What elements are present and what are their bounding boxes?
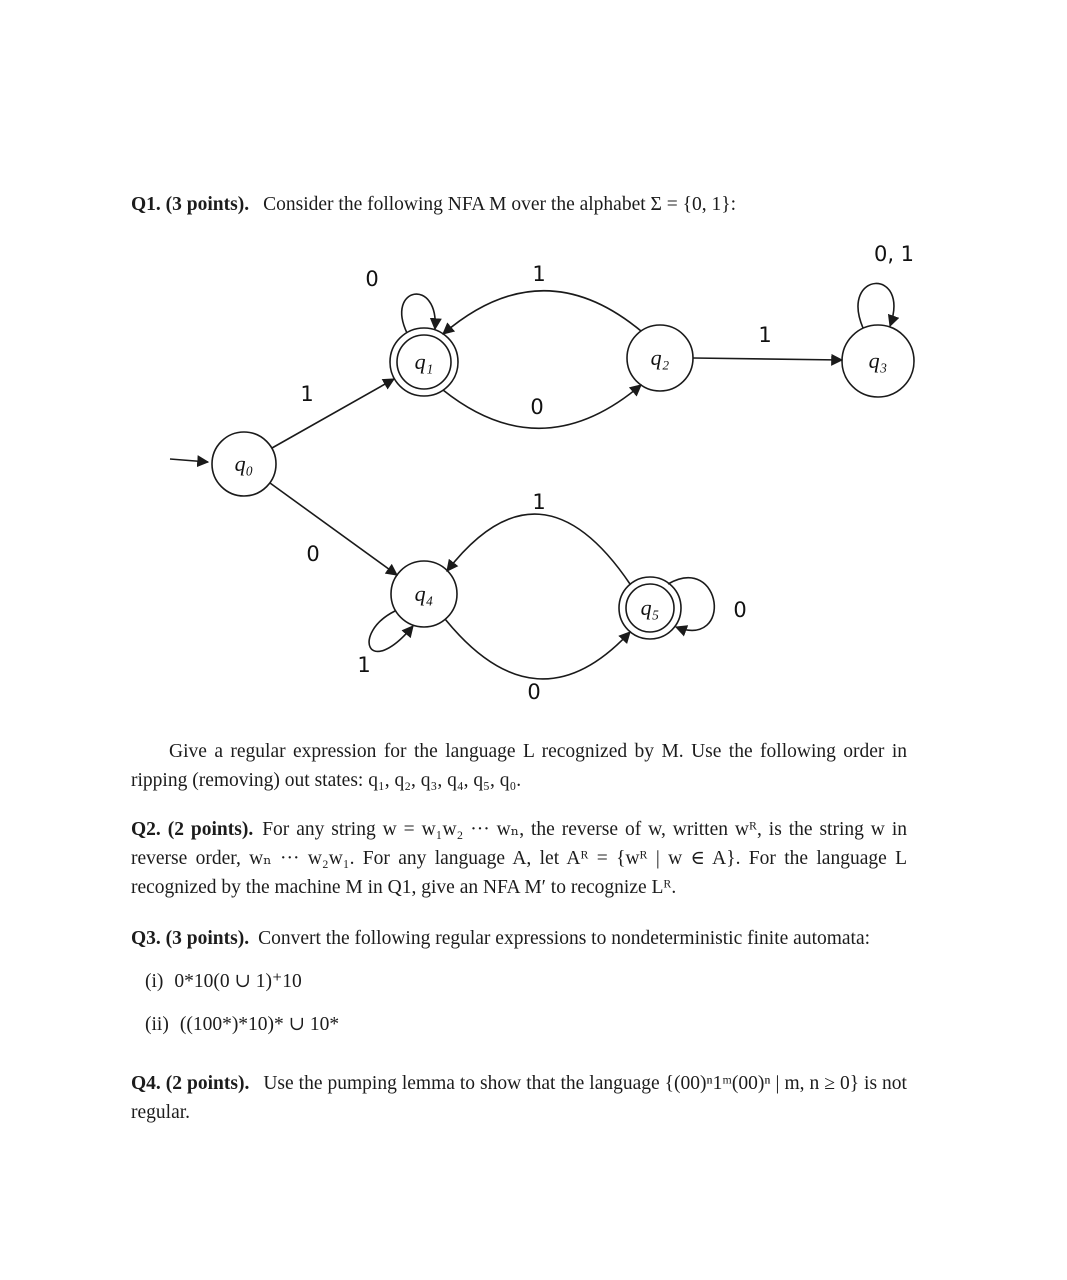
state-q2-label: q₂ [650, 345, 670, 370]
q2-paragraph [131, 815, 907, 902]
edge-q1-self-loop [402, 294, 436, 333]
nfa-svg [137, 229, 937, 717]
nfa-diagram [137, 229, 915, 723]
q3-item-i-expression: 0*10(0 ∪ 1)⁺10 [174, 971, 302, 992]
edge-q4-q5-bottom-label: 0 [527, 680, 541, 704]
edge-q0-q4 [270, 483, 397, 575]
edge-q1-q2-bottom-label: 0 [530, 395, 544, 419]
edge-q0-q1 [272, 379, 394, 448]
edge-q3-self-label: 0, 1 [873, 242, 915, 266]
start-arrow [170, 459, 208, 462]
q4-label: Q4. (2 points). [131, 1073, 250, 1094]
q1-instruction: Give a regular expression for the language L recognized by M. Use the following order in ripping (removing) out states: q₁, q₂, q₃, q₄, q₅, q₀. [131, 741, 907, 791]
edge-q1-self-label: 0 [365, 267, 379, 291]
q2-label: Q2. (2 points). [131, 819, 254, 840]
edge-labels [300, 242, 914, 704]
edge-q5-q4-top-label: 1 [532, 490, 546, 514]
edge-q4-q5-bottom [445, 619, 630, 679]
q1-heading [131, 190, 907, 219]
state-q5-label: q₅ [640, 595, 660, 620]
edge-q3-self-loop [858, 283, 894, 328]
q3-body: Convert the following regular expressions to nondeterministic finite automata: [258, 928, 871, 949]
q2-body: For any string w = w₁w₂ ··· wₙ, the reverse of w, written wᴿ, is the string w in reverse order, wₙ ··· w₂w₁. For any language A, let Aᴿ = {wᴿ | w ∈ A}. For the language L recognized by the machine M in Q1, give an NFA M′ to recognize Lᴿ. [131, 819, 907, 898]
q4-paragraph [131, 1069, 907, 1127]
q3-item-i-number: (i) [145, 971, 164, 992]
edge-q4-self-label: 1 [357, 653, 371, 677]
edge-q2-q3-label: 1 [758, 323, 772, 347]
edges [170, 283, 894, 678]
q3-item-i [145, 968, 907, 996]
state-circles [212, 325, 914, 639]
edge-q0-q4-label: 0 [306, 542, 320, 566]
edge-q2-q1-top-label: 1 [532, 262, 546, 286]
edge-q5-q4-top [447, 514, 630, 584]
q3-item-ii-expression: ((100*)*10)* ∪ 10* [179, 1014, 340, 1035]
q3-paragraph [131, 924, 907, 953]
state-q1-label: q₁ [414, 349, 434, 374]
q3-item-ii [145, 1011, 907, 1039]
q3-label: Q3. (3 points). [131, 928, 250, 949]
state-labels [235, 345, 888, 620]
q3-item-ii-number: (ii) [145, 1014, 169, 1035]
state-q4-label: q₄ [414, 581, 434, 606]
state-q3-label: q₃ [868, 348, 888, 373]
q1-label: Q1. (3 points). [131, 194, 250, 215]
q4-body: Use the pumping lemma to show that the language {(00)ⁿ1ᵐ(00)ⁿ | m, n ≥ 0} is not regular. [131, 1073, 907, 1123]
state-q0-label: q₀ [234, 451, 254, 476]
q1-intro: Consider the following NFA M over the alphabet Σ = {0, 1}: [263, 194, 737, 215]
edge-q5-self-label: 0 [733, 598, 747, 622]
edge-q2-q1-top [443, 291, 641, 334]
edge-q2-q3 [693, 358, 842, 360]
edge-q0-q1-label: 1 [300, 382, 314, 406]
